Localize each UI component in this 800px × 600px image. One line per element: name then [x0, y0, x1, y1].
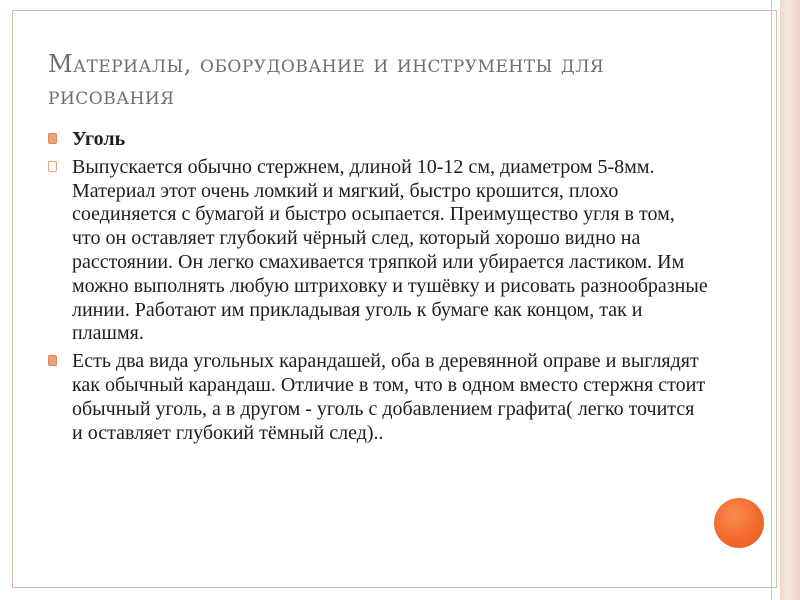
bullet-item-charcoal: [48, 128, 708, 152]
bullet-marker-icon: [48, 355, 57, 366]
bullet-text: Есть два вида угольных карандашей, оба в деревянной оправе и выглядят как обычный карандаш. Отличие в том, что в одном вместо стержня стоит обычный уголь, а в другом - уголь с добавлением графита( легко точится и оставляет глубокий тёмный след)..: [72, 350, 706, 444]
accent-circle: [714, 498, 764, 548]
bullet-marker-icon: [48, 133, 57, 144]
bullet-item-description: [48, 156, 708, 346]
slide-title: Материалы, оборудование и инструменты для рисования: [48, 50, 605, 110]
right-divider-line: [771, 0, 772, 600]
bullet-text: Выпускается обычно стержнем, длиной 10-12 см, диаметром 5-8мм. Материал этот очень ломкий и мягкий, быстро крошится, плохо соединяется с бумагой и быстро осыпается. Преимущество угля в том, что он оставляет глубокий чёрный след, который хорошо видно на расстоянии. Он легко смахивается тряпкой или убирается ластиком. Им можно выполнять любую штриховку и тушёвку и рисовать разнообразные линии. Работают им прикладывая уголь к бумаге как концом, так и плашмя.: [72, 155, 708, 345]
right-decorative-band: [780, 0, 800, 600]
bullet-list: [48, 128, 708, 449]
bullet-marker-icon: [48, 161, 57, 172]
bullet-item-pencils: [48, 350, 708, 445]
bullet-text: Уголь: [72, 128, 126, 150]
